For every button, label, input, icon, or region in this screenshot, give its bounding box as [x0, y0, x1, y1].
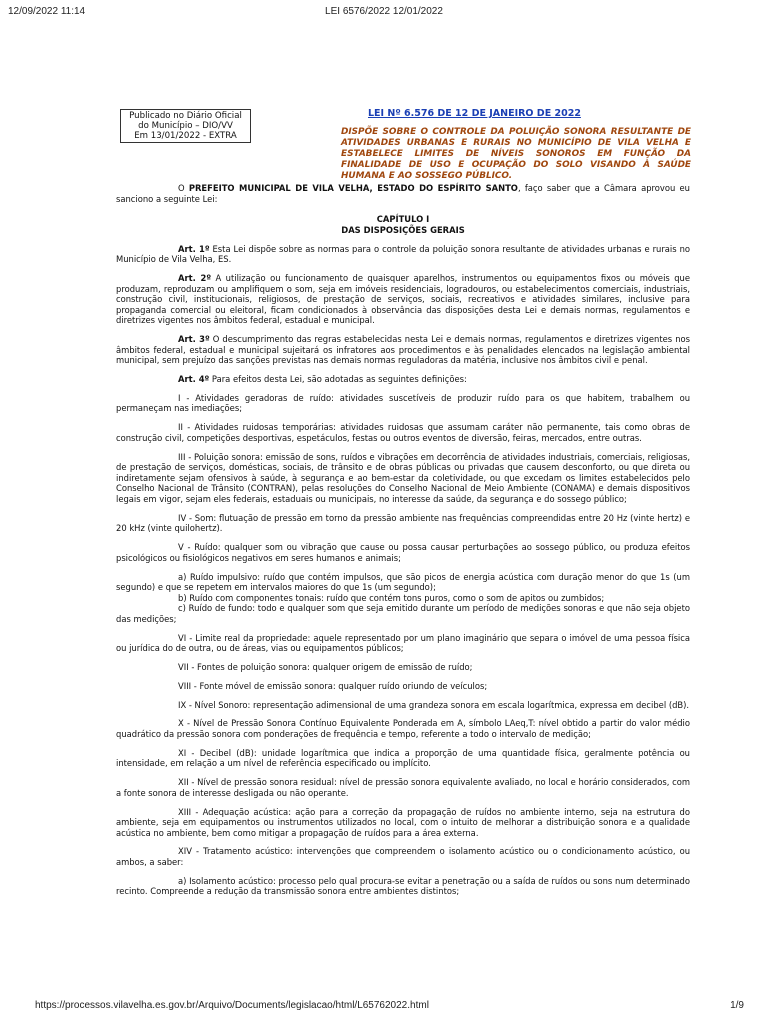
definition-item: XII - Nível de pressão sonora residual: nível de pressão sonora equivalente avaliado, no local e horário considerados, com a fonte sonora de interesse desligada ou não operante. — [116, 777, 690, 798]
definition-item: IX - Nível Sonoro: representação adimensional de uma grandeza sonora em escala logarítmica, expressa em decibel (dB). — [178, 699, 690, 710]
definition-item: V - Ruído: qualquer som ou vibração que cause ou possa causar perturbações ao sossego público, ou produza efeitos psicológicos ou fisiológicos negativos em seres humanos e animais; — [116, 542, 690, 563]
definition-item: IV - Som: flutuação de pressão em torno da pressão ambiente nas frequências compreendidas entre 20 Hz (vinte hertz) e 20 kHz (vinte quilohertz). — [116, 512, 690, 534]
article-text: Esta Lei dispõe sobre as normas para o controle da poluição sonora resultante de atividades urbanas e rurais no Município de Vila Velha, ES. — [116, 243, 690, 265]
law-body — [116, 183, 690, 897]
definition-item: VI - Limite real da propriedade: aquele representado por um plano imaginário que separa o imóvel de uma pessoa física ou jurídica do de outra, ou de áreas, vias ou equipamentos públicos; — [116, 632, 690, 654]
intro-paragraph — [116, 183, 690, 204]
article-label: Art. 4º — [178, 374, 210, 385]
definition-item: II - Atividades ruidosas temporárias: atividades ruidosas que assumam caráter não permanente, tais como obras de construção civil, competições desportivas, espetáculos, festas ou outros eventos de diversão, feiras, mercados, entre outras. — [116, 422, 690, 443]
article-text: O descumprimento das regras estabelecidas nesta Lei e demais normas, regulamentos e diretrizes vigentes nos âmbitos federal, estadual e municipal sujeitará os infratores aos procedimentos e às penalidades elencados na legislação ambiental municipal, sem prejuízo das sanções previstas nas demais normas reguladoras da matéria, inclusive nos âmbitos civil e penal. — [116, 334, 690, 366]
definition-item: I - Atividades geradoras de ruído: atividades suscetíveis de produzir ruído para os que habitem, trabalhem ou permaneçam nas imediações; — [116, 392, 690, 414]
definition-item: XIII - Adequação acústica: ação para a correção da propagação de ruídos no ambiente interno, seja na estrutura do ambiente, seja em equipamentos ou instrumentos utilizados no local, com o intuito de melhorar a distribuição sonora e a qualidade acústica no ambiente, bem como mitigar a propagação de ruídos para a área externa. — [116, 806, 690, 838]
print-page-title: LEI 6576/2022 12/01/2022 — [325, 6, 443, 17]
article-4 — [116, 374, 690, 385]
print-page-number: 1/9 — [730, 1000, 744, 1011]
definition-item: VIII - Fonte móvel de emissão sonora: qualquer ruído oriundo de veículos; — [178, 680, 488, 691]
chapter-number: CAPÍTULO I — [376, 214, 430, 225]
definition-subitem: c) Ruído de fundo: todo e qualquer som que seja emitido durante um período de medições sonoras e que não seja objeto das medições; — [116, 603, 690, 624]
definition-subitem: a) Ruído impulsivo: ruído que contém impulsos, que são picos de energia acústica com duração menor do que 1s (um segundo) e que se repetem em intervalos maiores do que 1s (um segundo); — [116, 571, 690, 593]
article-label: Art. 1º — [178, 243, 210, 254]
intro-prefix: O — [178, 183, 189, 193]
definition-subitem: a) Isolamento acústico: processo pelo qual procura-se evitar a penetração ou a saída de ruídos ou sons num determinado recinto. Compreende a redução da transmissão sonora entre ambientes distintos; — [116, 875, 690, 897]
intro-rest: , faço saber que a Câmara aprovou eu sanciono a seguinte Lei: — [116, 183, 690, 204]
article-label: Art. 2º — [178, 272, 212, 283]
publication-line: Em 13/01/2022 - EXTRA — [134, 131, 237, 141]
publication-box — [120, 109, 251, 143]
article-1 — [116, 244, 690, 265]
publication-line: do Município – DIO/VV — [138, 121, 233, 131]
print-datetime: 12/09/2022 11:14 — [8, 6, 86, 17]
article-text: A utilização ou funcionamento de quaisquer aparelhos, instrumentos ou equipamentos fixos ou móveis que produzam, reproduzam ou amplifiquem o som, seja em imóveis residenciais, logradouros, ou estabelecimentos comerciais, industriais, construção civil, institucionais, religiosos, de prestação de serviços, sociais, recreativos e atividades similares, inclusive para propaganda comercial ou eleitoral, ficam condicionados à observância das disposições desta Lei e demais normas, regulamentos e diretrizes vigentes nos âmbitos federal, estadual e municipal. — [116, 272, 690, 326]
definition-item: X - Nível de Pressão Sonora Contínuo Equivalente Ponderada em A, símbolo LAeq,T: nível obtido a partir do valor médio quadrático da pressão sonora com ponderações de frequência e tempo, referente a todo o intervalo de medição; — [116, 718, 690, 739]
law-title-link[interactable]: LEI Nº 6.576 DE 12 DE JANEIRO DE 2022 — [368, 108, 581, 119]
definition-item: XI - Decibel (dB): unidade logarítmica que indica a proporção de uma quantidade física, geralmente potência ou intensidade, em relação a um nível de referência especificado ou implícito. — [116, 747, 690, 769]
article-2 — [116, 273, 690, 326]
article-3 — [116, 334, 690, 366]
article-label: Art. 3º — [178, 334, 210, 345]
definition-subitem: b) Ruído com componentes tonais: ruído que contém tons puros, como o som de apitos ou zumbidos; — [178, 592, 605, 603]
chapter-title: DAS DISPOSIÇÕES GERAIS — [341, 224, 465, 235]
law-ementa: DISPÕE SOBRE O CONTROLE DA POLUIÇÃO SONORA RESULTANTE DE ATIVIDADES URBANAS E RURAIS NO MUNICÍPIO DE VILA VELHA E ESTABELECE LIMITES DE NÍVEIS SONOROS EM FUNÇÃO DA FINALIDADE DE USO E OCUPAÇÃO DO SOLO VISANDO À SAÚDE HUMANA E AO SOSSEGO PÚBLICO. — [341, 127, 691, 181]
intro-authority: PREFEITO MUNICIPAL DE VILA VELHA, ESTADO DO ESPÍRITO SANTO — [188, 183, 518, 193]
definition-item: III - Poluição sonora: emissão de sons, ruídos e vibrações em decorrência de atividades industriais, comerciais, religiosas, de prestação de serviços, domésticas, sociais, de trânsito e de obras públicas ou privadas que causem desconforto, ou que direta ou indiretamente sejam ofensivos à saúde, à segurança e ao bem-estar da coletividade, ou que excedam os limites estabelecidos pelo Conselho Nacional de Trânsito (CONTRAN), pelas resoluções do Conselho Nacional de Meio Ambiente (CONAMA) e demais dispositivos legais em vigor, sejam eles federais, estaduais ou municipais, no interesse da saúde, da segurança e do sossego público; — [116, 451, 690, 504]
publication-line: Publicado no Diário Oficial — [129, 111, 242, 121]
print-url: https://processos.vilavelha.es.gov.br/Arquivo/Documents/legislacao/html/L65762022.html — [35, 1000, 429, 1011]
article-text: Para efeitos desta Lei, são adotadas as seguintes definições: — [209, 374, 467, 385]
definition-item: VII - Fontes de poluição sonora: qualquer origem de emissão de ruído; — [178, 662, 473, 673]
definition-item: XIV - Tratamento acústico: intervenções que compreendem o isolamento acústico ou o condicionamento acústico, ou ambos, a saber: — [116, 846, 690, 868]
